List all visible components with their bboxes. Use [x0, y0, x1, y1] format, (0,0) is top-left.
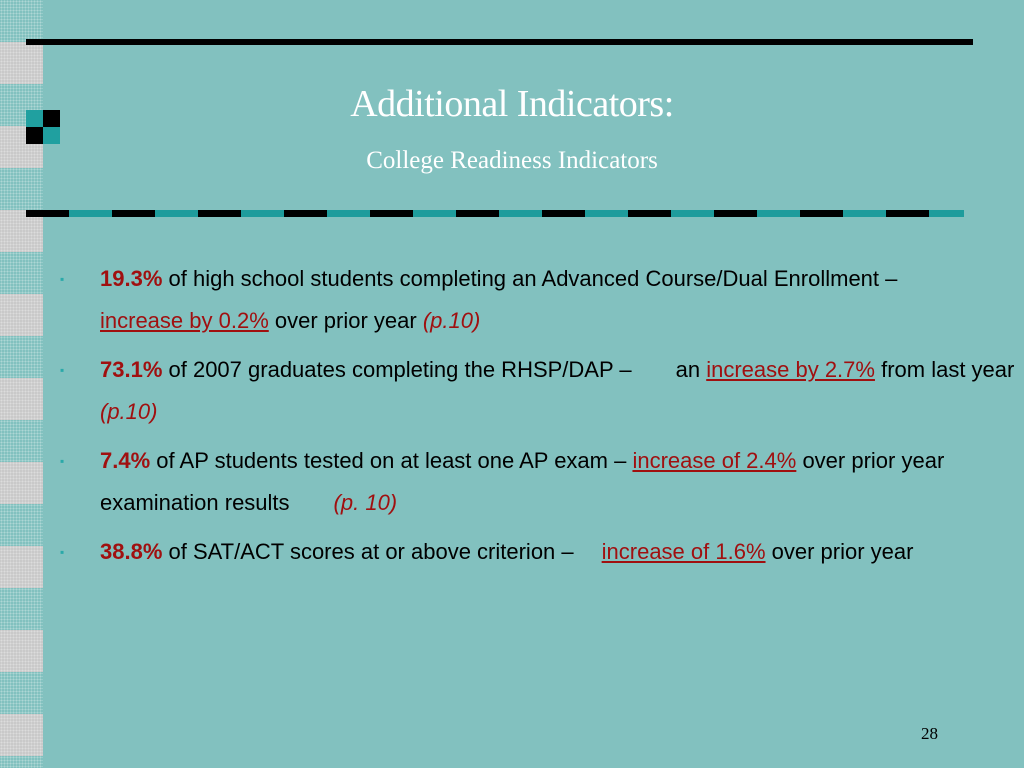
increase-text: increase by 0.2% [100, 308, 269, 333]
page-reference: (p. 10) [333, 490, 398, 515]
increase-text: increase of 1.6% [601, 539, 766, 564]
slide-title: Additional Indicators: [350, 83, 674, 125]
list-item [60, 258, 1020, 342]
item-text: an [675, 357, 707, 382]
percentage: 7.4% [100, 448, 151, 473]
bullet-icon: ▪ [60, 363, 65, 377]
list-item [60, 349, 1020, 433]
page-reference: (p.10) [422, 308, 481, 333]
item-text: over prior year [765, 539, 914, 564]
dashed-divider [26, 210, 964, 217]
percentage: 73.1% [100, 357, 163, 382]
list-item [60, 531, 1020, 573]
item-text: of 2007 graduates completing the RHSP/DAP – [162, 357, 632, 382]
slide-subtitle: College Readiness Indicators [366, 147, 658, 174]
increase-text: increase of 2.4% [632, 448, 797, 473]
item-text: of SAT/ACT scores at or above criterion – [162, 539, 574, 564]
page-reference: (p.10) [100, 399, 158, 424]
top-divider [26, 39, 973, 45]
increase-text: increase by 2.7% [706, 357, 875, 382]
indicator-list [60, 258, 1020, 580]
bullet-icon: ▪ [60, 454, 65, 468]
item-text: of AP students tested on at least one AP exam – [150, 448, 633, 473]
percentage: 38.8% [100, 539, 163, 564]
list-item [60, 440, 1020, 524]
item-text: over prior year examination results [100, 448, 945, 515]
page-number: 28 [921, 724, 938, 743]
item-text: from last year [874, 357, 1015, 382]
item-text: of high school students completing an Advanced Course/Dual Enrollment – [162, 266, 898, 291]
bullet-icon: ▪ [60, 272, 65, 286]
percentage: 19.3% [100, 266, 163, 291]
bullet-icon: ▪ [60, 545, 65, 559]
item-text: over prior year [268, 308, 423, 333]
